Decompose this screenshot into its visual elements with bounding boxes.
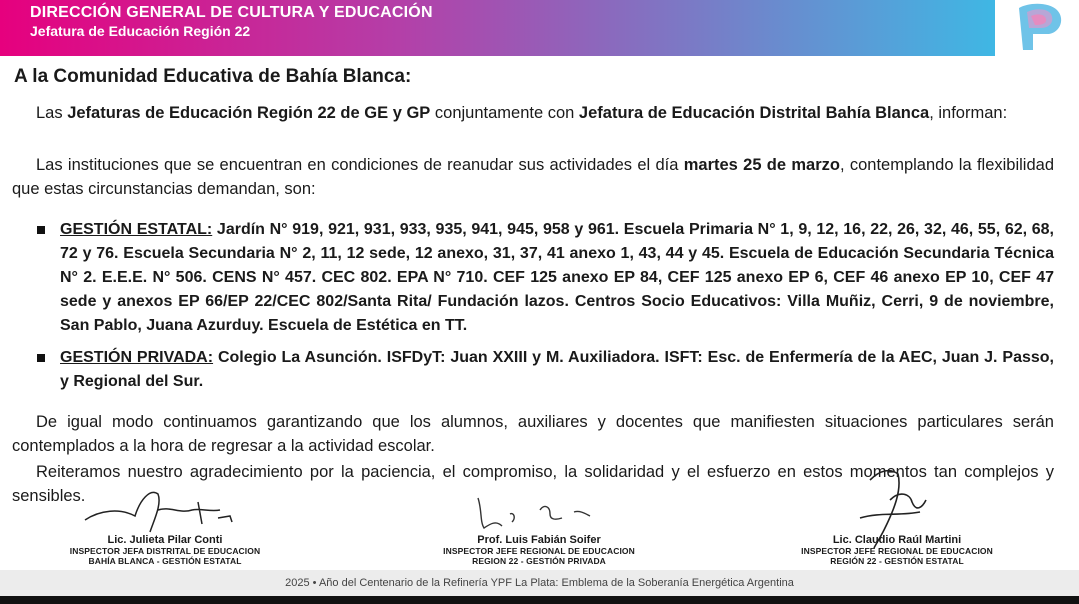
footer-year: 2025	[285, 577, 310, 589]
signatory-role: INSPECTOR JEFE REGIONAL DE EDUCACION	[443, 546, 635, 556]
signatory-dept: REGION 22 - GESTIÓN PRIVADA	[472, 556, 606, 566]
bullet-icon	[37, 226, 45, 234]
list-label: GESTIÓN PRIVADA:	[60, 349, 214, 366]
signature-soifer	[470, 490, 610, 538]
list-item-privada	[60, 346, 1054, 394]
signature-block-2	[414, 534, 664, 566]
header-title: DIRECCIÓN GENERAL DE CULTURA Y EDUCACIÓN	[30, 4, 433, 21]
intro-paragraph: Las Jefaturas de Educación Región 22 de GE y GP conjuntamente con Jefatura de Educación Distrital Bahía Blanca, informan:	[36, 104, 1008, 122]
list-item-estatal	[60, 218, 1054, 338]
closing-paragraph-1: De igual modo continuamos garantizando que los alumnos, auxiliares y docentes que manifiesten situaciones particulares serán contemplados a la hora de regresar a la actividad escolar.	[12, 413, 1054, 455]
header-subtitle: Jefatura de Educación Región 22	[30, 23, 251, 39]
signatory-dept: REGIÓN 22 - GESTIÓN ESTATAL	[830, 556, 964, 566]
pba-logo-icon	[1005, 2, 1071, 54]
document-title: A la Comunidad Educativa de Bahía Blanca:	[14, 66, 412, 87]
signatory-name: Lic. Julieta Pilar Conti	[107, 534, 223, 546]
header-banner	[0, 0, 995, 56]
signatory-role: INSPECTOR JEFA DISTRITAL DE EDUCACION	[69, 546, 261, 556]
bottom-bar	[0, 596, 1079, 604]
institutions-paragraph: Las instituciones que se encuentran en condiciones de reanudar sus actividades el día martes 25 de marzo, contemplando la flexibilidad que estas circunstancias demandan, son:	[12, 156, 1054, 198]
signature-block-3	[772, 534, 1022, 566]
signature-conti	[80, 480, 250, 540]
list-label: GESTIÓN ESTATAL:	[60, 221, 213, 238]
closing-paragraph-2: Reiteramos nuestro agradecimiento por la paciencia, el compromiso, la solidaridad y el esfuerzo en estos momentos tan complejos y sensibles.	[12, 463, 1054, 505]
signatory-role: INSPECTOR JEFE REGIONAL DE EDUCACION	[801, 546, 993, 556]
bullet-icon	[37, 354, 45, 362]
signatory-name: Lic. Claudio Raúl Martini	[832, 534, 962, 546]
signatory-dept: BAHÍA BLANCA - GESTIÓN ESTATAL	[88, 556, 242, 566]
list-text: Colegio La Asunción. ISFDyT: Juan XXIII y M. Auxiliadora. ISFT: Esc. de Enfermería de la AEC, Juan J. Passo, y Regional del Sur.	[60, 349, 1054, 390]
signatory-name: Prof. Luis Fabián Soifer	[477, 534, 601, 546]
list-text: Jardín N° 919, 921, 931, 933, 935, 941, 945, 958 y 961. Escuela Primaria N° 1, 9, 12, 16, 22, 26, 32, 46, 55, 62, 68, 72 y 76. Escuela Secundaria N° 2, 11, 12 sede, 12 anexo, 31, 37, 41 anexo 1, 43, 44 y 45. Escuela de Educación Secundaria Técnica N° 2. E.E.E. N° 506. CENS N° 457. CEC 802. EPA N° 710. CEF 125 anexo EP 84, CEF 125 anexo EP 6, CEF 46 anexo EP 10, CEF 47 sede y anexos EP 66/EP 22/CEC 802/Santa Rita/ Fundación lazos. Centros Socio Educativos: Villa Muñiz, Cerri, 9 de noviembre, San Pablo, Juana Azurduy. Escuela de Estética en TT.	[60, 221, 1054, 334]
signature-block-1	[40, 534, 290, 566]
footer-text: • Año del Centenario de la Refinería YPF La Plata: Emblema de la Soberanía Energética Argentina	[309, 577, 794, 589]
footer-banner	[0, 570, 1079, 596]
